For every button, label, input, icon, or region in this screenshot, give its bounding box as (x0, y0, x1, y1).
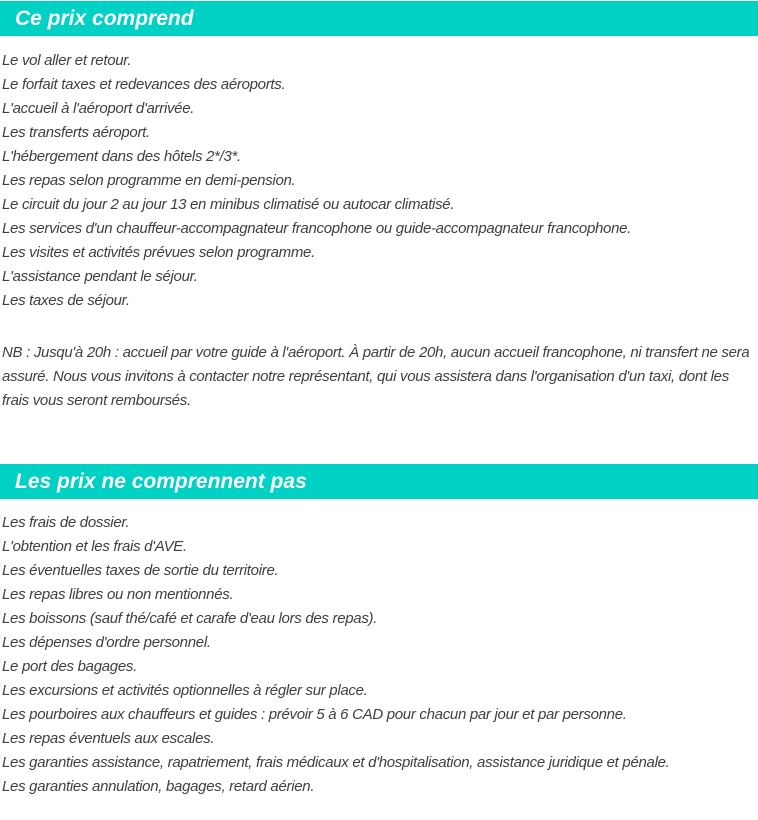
list-item: L'assistance pendant le séjour. (2, 268, 198, 285)
list-item: Les transferts aéroport. (2, 124, 150, 141)
included-items-list (0, 49, 758, 313)
section-header-bar (0, 464, 758, 499)
list-item: L'accueil à l'aéroport d'arrivée. (2, 100, 195, 117)
list-item: Le vol aller et retour. (2, 52, 132, 69)
list-item: Les pourboires aux chauffeurs et guides : prévoir 5 à 6 CAD pour chacun par jour et par personne. (2, 706, 627, 723)
list-item: Les excursions et activités optionnelles à régler sur place. (2, 682, 368, 699)
list-item: Les boissons (sauf thé/café et carafe d'eau lors des repas). (2, 610, 378, 627)
section-price-includes (0, 1, 758, 413)
excluded-items-list (0, 511, 758, 799)
list-item: Les visites et activités prévues selon programme. (2, 244, 315, 261)
list-item: Les garanties assistance, rapatriement, frais médicaux et d'hospitalisation, assistance juridique et pénale. (2, 754, 670, 771)
list-item: Les repas éventuels aux escales. (2, 730, 215, 747)
list-item: Les frais de dossier. (2, 514, 130, 531)
nb-note: NB : Jusqu'à 20h : accueil par votre guide à l'aéroport. À partir de 20h, aucun accueil francophone, ni transfert ne sera assuré. Nous vous invitons à contacter notre représentant, qui vous assistera dans l'organisation d'un taxi, dont les frais vous seront remboursés. (2, 344, 750, 409)
section-title: Les prix ne comprennent pas (15, 469, 307, 493)
list-item: Les repas libres ou non mentionnés. (2, 586, 234, 603)
section-title: Ce prix comprend (15, 6, 194, 30)
list-item: Les taxes de séjour. (2, 292, 130, 309)
list-item: Les garanties annulation, bagages, retard aérien. (2, 778, 315, 795)
list-item: Le port des bagages. (2, 658, 137, 675)
list-item: Les repas selon programme en demi-pension. (2, 172, 296, 189)
section-price-excludes (0, 464, 758, 799)
list-item: L'hébergement dans des hôtels 2*/3*. (2, 148, 241, 165)
list-item: Les éventuelles taxes de sortie du territoire. (2, 562, 279, 579)
list-item: L'obtention et les frais d'AVE. (2, 538, 187, 555)
list-item: Le forfait taxes et redevances des aéroports. (2, 76, 286, 93)
list-item: Les dépenses d'ordre personnel. (2, 634, 211, 651)
list-item: Le circuit du jour 2 au jour 13 en minibus climatisé ou autocar climatisé. (2, 196, 455, 213)
section-header-bar (0, 1, 758, 36)
list-item: Les services d'un chauffeur-accompagnateur francophone ou guide-accompagnateur francophone. (2, 220, 632, 237)
